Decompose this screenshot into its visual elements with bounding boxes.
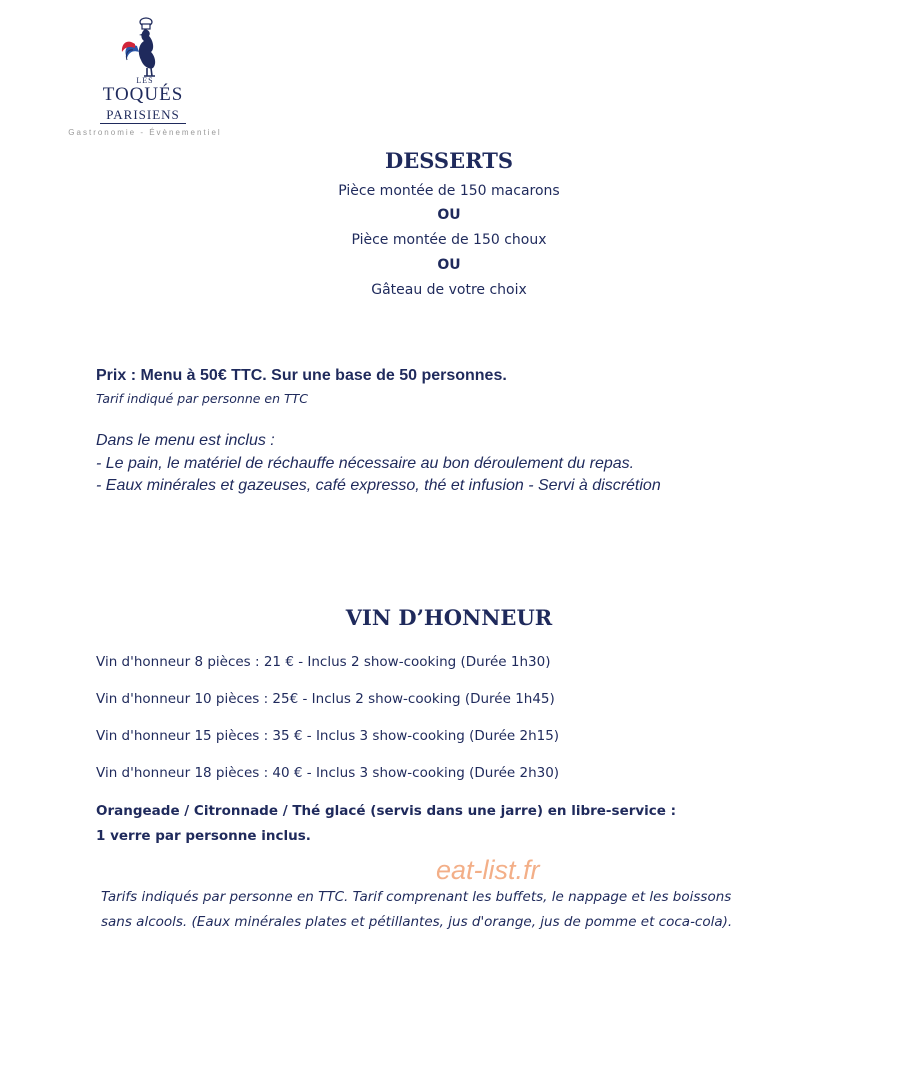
logo-toques: TOQUÉS (102, 84, 184, 105)
drinks-line-2: 1 verre par personne inclus. (96, 828, 311, 844)
menu-price: Prix : Menu à 50€ TTC. Sur une base de 50 personnes. (96, 367, 507, 384)
dessert-option-3: Gâteau de votre choix (371, 282, 527, 298)
included-item-1: - Le pain, le matériel de réchauffe nécessaire au bon déroulement du repas. (96, 455, 635, 472)
rooster-chef-icon (115, 16, 175, 78)
dessert-option-1: Pièce montée de 150 macarons (338, 183, 560, 199)
desserts-title: DESSERTS (385, 148, 513, 173)
logo-parisiens: PARISIENS (100, 108, 186, 124)
vin-honneur-option-1: Vin d'honneur 8 pièces : 21 € - Inclus 2 show-cooking (Durée 1h30) (96, 654, 551, 670)
dessert-or-2: OU (437, 257, 461, 273)
dessert-or-1: OU (437, 207, 461, 223)
included-item-2: - Eaux minérales et gazeuses, café expresso, thé et infusion - Servi à discrétion (96, 477, 661, 494)
vin-honneur-option-2: Vin d'honneur 10 pièces : 25€ - Inclus 2 show-cooking (Durée 1h45) (96, 691, 555, 707)
footnote-line-1: Tarifs indiqués par personne en TTC. Tarif comprenant les buffets, le nappage et les boissons (101, 889, 732, 905)
tarif-note: Tarif indiqué par personne en TTC (96, 391, 309, 406)
logo-les: LES (136, 76, 154, 85)
drinks-line-1: Orangeade / Citronnade / Thé glacé (servis dans une jarre) en libre-service : (96, 803, 677, 819)
dessert-option-2: Pièce montée de 150 choux (351, 232, 547, 248)
watermark: eat-list.fr (436, 855, 540, 885)
company-logo (55, 16, 235, 141)
footnote-line-2: sans alcools. (Eaux minérales plates et pétillantes, jus d'orange, jus de pomme et coca-cola). (101, 914, 733, 930)
vin-honneur-option-4: Vin d'honneur 18 pièces : 40 € - Inclus 3 show-cooking (Durée 2h30) (96, 765, 560, 781)
vin-honneur-option-3: Vin d'honneur 15 pièces : 35 € - Inclus 3 show-cooking (Durée 2h15) (96, 728, 560, 744)
included-title: Dans le menu est inclus : (96, 432, 275, 449)
vin-honneur-title: VIN D’HONNEUR (345, 605, 553, 630)
logo-tagline: Gastronomie - Évènementiel (68, 128, 222, 137)
